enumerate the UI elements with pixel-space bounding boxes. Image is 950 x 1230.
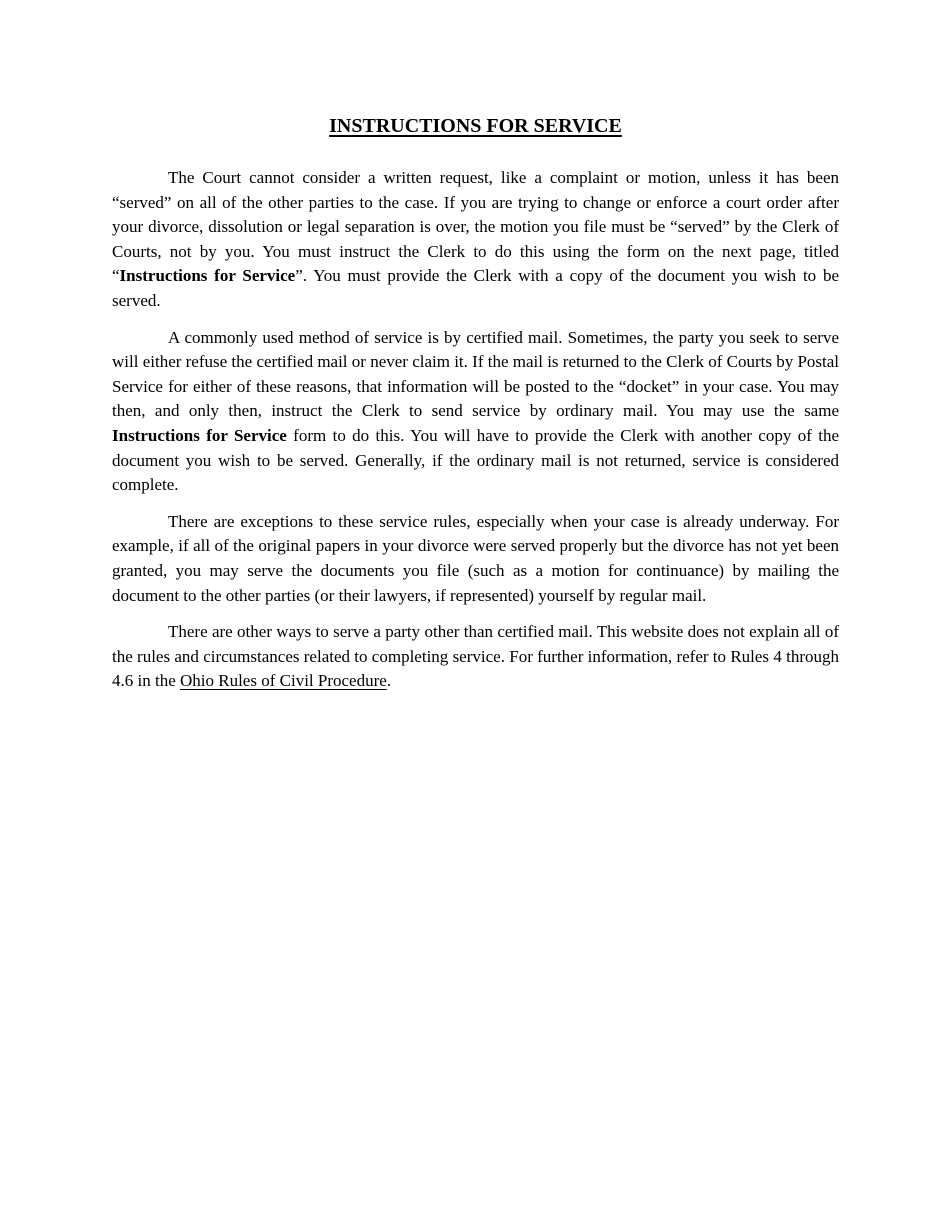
paragraph-text: form to do this. You will have to provide the Clerk with another copy of the document you wish to be served. Generally, if the ordinary mail is not returned, service is considered complete.	[112, 425, 839, 495]
paragraph-certified-mail	[112, 326, 839, 498]
paragraph-exceptions: There are exceptions to these service rules, especially when your case is already underway. For example, if all of the original papers in your divorce were served properly but the divorce has not yet been granted, you may serve the documents you file (such as a motion for continuance) by mailing the document to the other parties (or their lawyers, if represented) yourself by regular mail.	[112, 511, 839, 605]
paragraph-other-ways	[112, 620, 839, 694]
paragraph-service-requirement	[112, 166, 839, 314]
paragraph-text: .	[386, 671, 392, 691]
document-page	[112, 112, 839, 706]
page-title: INSTRUCTIONS FOR SERVICE	[329, 115, 622, 137]
bold-form-name: Instructions for Service	[119, 266, 296, 286]
paragraph-text: A commonly used method of service is by certified mail. Sometimes, the party you seek to serve will either refuse the certified mail or never claim it. If the mail is returned to the Clerk of Courts by Postal Service for either of these reasons, that information will be posted to the “docket” in your case. You may then, and only then, instruct the Clerk to send service by ordinary mail. You may use the same	[112, 327, 840, 421]
paragraph-text: ”. You must provide the Clerk with a copy of the document you wish to be served.	[112, 266, 839, 310]
paragraph-text: There are other ways to serve a party other than certified mail. This website does not explain all of the rules and circumstances related to completing service. For further information, refer to Rules 4 through 4.6 in the	[112, 622, 839, 691]
paragraph-text: The Court cannot consider a written request, like a complaint or motion, unless it has been “served” on all of the other parties to the case. If you are trying to change or enforce a court order after your divorce, dissolution or legal separation is over, the motion you file must be “served” by the Clerk of Courts, not by you. You must instruct the Clerk to do this using the form on the next page, titled “	[112, 168, 839, 286]
ohio-rules-link[interactable]: Ohio Rules of Civil Procedure	[180, 671, 387, 691]
bold-form-name: Instructions for Service	[112, 425, 287, 445]
